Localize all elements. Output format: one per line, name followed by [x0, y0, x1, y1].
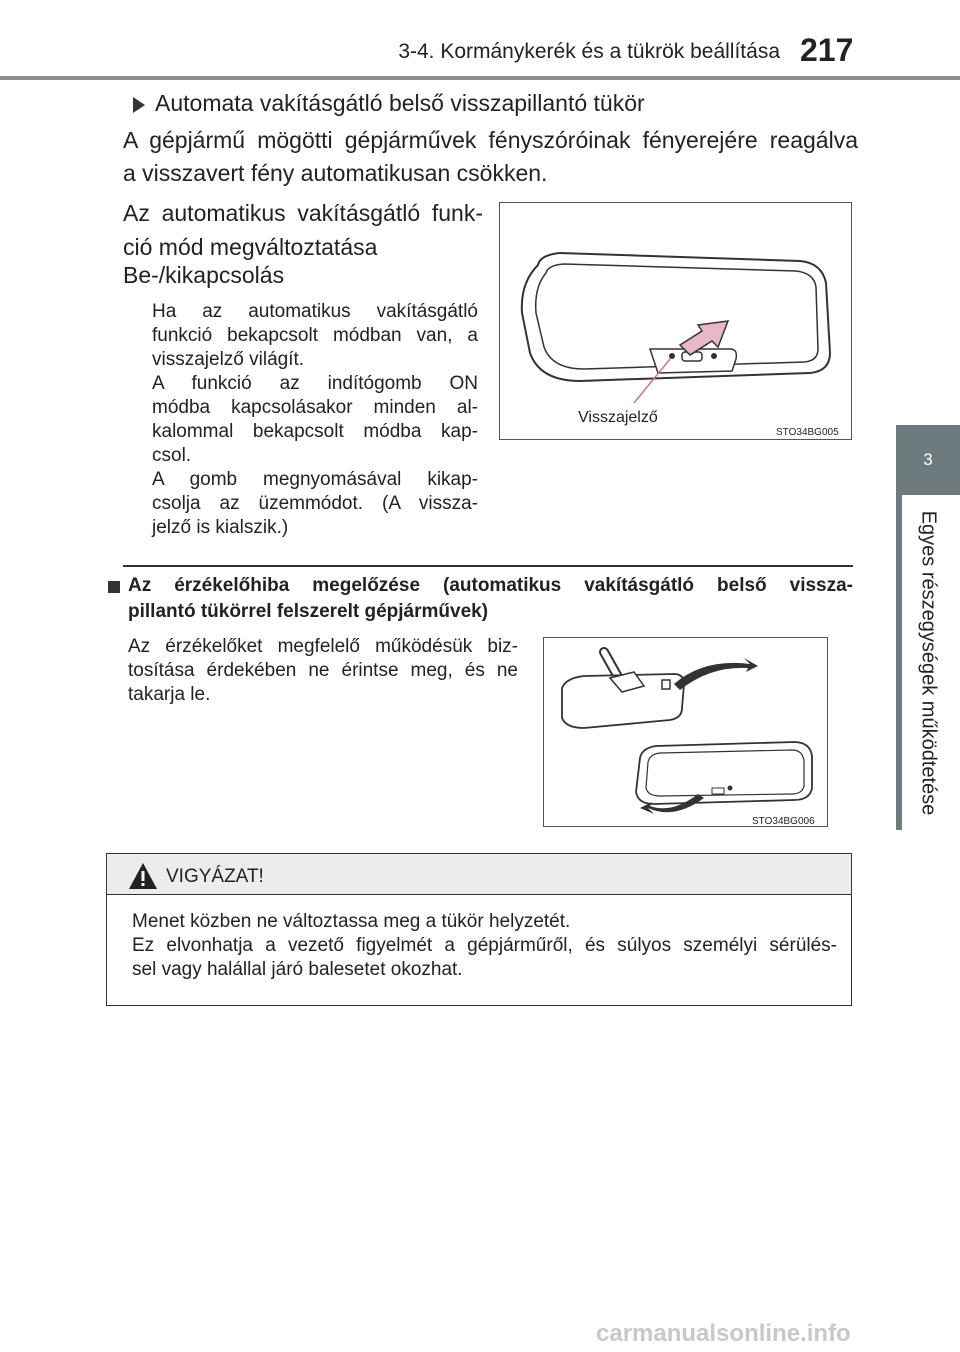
sensor-title-line: Az érzékelőhiba megelőzése (automatikus vakításgátló belső vissza-: [128, 575, 853, 596]
desc-line: visszajelző világít.: [152, 349, 305, 370]
desc-line: módba kapcsolásakor minden al-: [152, 397, 478, 418]
mode-description: [152, 300, 478, 540]
chapter-number: 3: [896, 425, 960, 495]
desc-line: csolja az üzemmódot. (A vissza-: [152, 493, 478, 514]
mode-title-line: ció mód megváltoztatása: [123, 234, 378, 260]
desc-line: kalommal bekapcsolt módba kap-: [152, 421, 478, 442]
mode-title-line: Az automatikus vakításgátló funk-: [123, 200, 483, 226]
mode-title: [123, 196, 483, 264]
chapter-tab: [896, 495, 960, 830]
auto-dimming-heading: Automata vakításgátló belső visszapillantó tükör: [155, 90, 645, 116]
intro-paragraph: [123, 124, 858, 190]
sensor-line: takarja le.: [128, 684, 211, 705]
mirror-indicator-figure: [499, 202, 852, 440]
tab-edge: [896, 495, 902, 830]
intro-line: A gépjármű mögötti gépjárművek fényszóróinak fényerejére reagálva: [123, 127, 858, 153]
desc-line: csol.: [152, 445, 192, 466]
sensor-paragraph: [128, 635, 518, 707]
intro-line: a visszavert fény automatikusan csökken.: [123, 160, 548, 186]
warning-label: VIGYÁZAT!: [166, 866, 264, 887]
sensor-line: Az érzékelőket megfelelő működésük biz-: [128, 636, 518, 657]
watermark: carmanualsonline.info: [596, 1320, 851, 1347]
sensor-line: tosítása érdekében ne érintse meg, és ne: [128, 660, 518, 681]
bullet-triangle-icon: [133, 97, 145, 113]
desc-line: Ha az automatikus vakításgátló: [152, 301, 478, 322]
warning-text: [132, 910, 837, 982]
sensor-title-line: pillantó tükörrel felszerelt gépjárművek): [128, 601, 489, 622]
page-number: 217: [800, 32, 854, 68]
section-title: 3-4. Kormánykerék és a tükrök beállítása: [398, 40, 780, 63]
figure-code: STO34BG006: [752, 816, 815, 827]
figure-code: STO34BG005: [776, 427, 839, 438]
onoff-label: Be-/kikapcsolás: [123, 262, 285, 288]
section-divider: [123, 565, 853, 567]
section-bullet-icon: [108, 581, 120, 593]
desc-line: funkció bekapcsolt módban van, a: [152, 325, 478, 346]
mirror-sensor-figure: [543, 637, 828, 827]
mirror-illustration: [500, 203, 851, 439]
desc-line: A funkció az indítógomb ON: [152, 373, 478, 394]
warning-line: Ez elvonhatja a vezető figyelmét a gépjárműről, és súlyos személyi sérülés-: [132, 935, 837, 956]
sensor-section-title: [128, 573, 853, 625]
warning-line: Menet közben ne változtassa meg a tükör helyzetét.: [132, 911, 571, 932]
desc-line: A gomb megnyomásával kikap-: [152, 469, 478, 490]
sensor-illustration: [544, 638, 827, 826]
indicator-label: Visszajelző: [578, 409, 658, 426]
warning-line: sel vagy halállal járó balesetet okozhat.: [132, 959, 463, 980]
warning-triangle-icon: [128, 862, 158, 890]
chapter-title: Egyes részegységek működtetése: [917, 510, 940, 815]
desc-line: jelző is kialszik.): [152, 517, 289, 538]
header-rule: [0, 76, 960, 80]
